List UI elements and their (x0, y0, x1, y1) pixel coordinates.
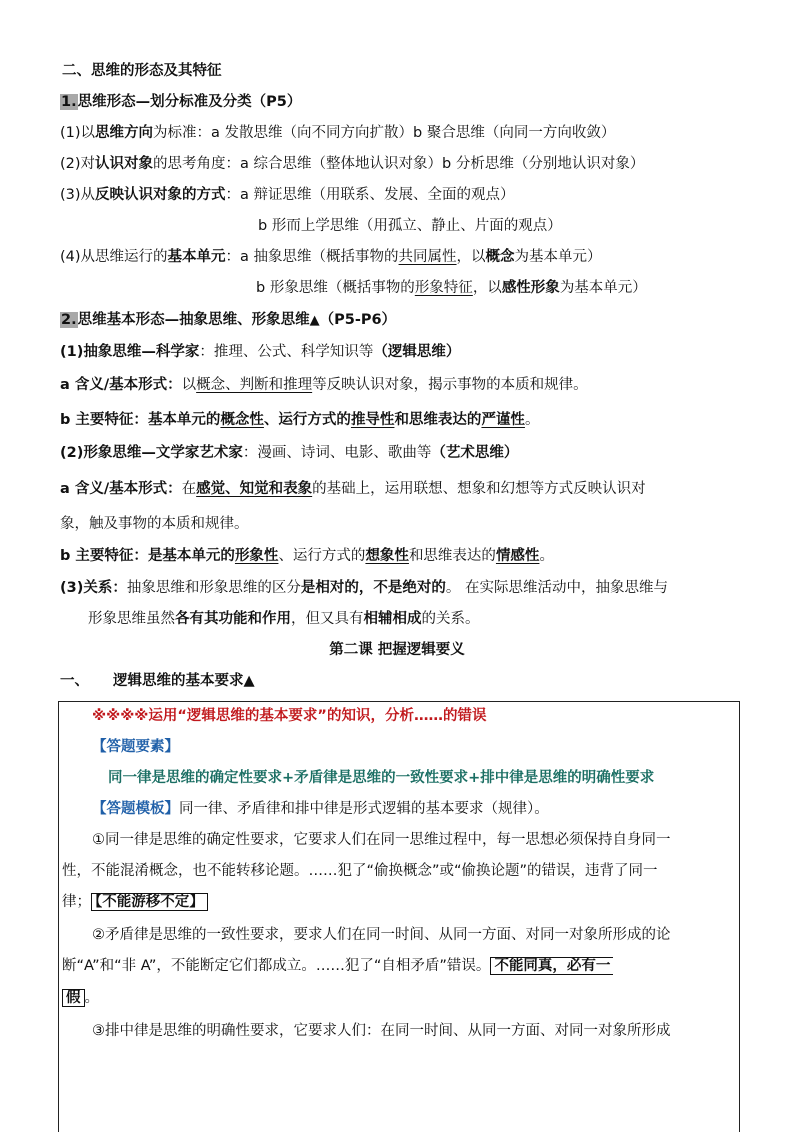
relation-bold-1: 是相对的，不是绝对的 (300, 580, 446, 596)
lesson-section-heading (60, 670, 255, 692)
law-of-contradiction-line-1: ②矛盾律是思维的一致性要求，要求人们在同一时间、从同一方面、对同一对象所形成的论 (92, 927, 671, 943)
abstract-thinking-tag: （逻辑思维） (373, 344, 461, 360)
abstract-features-text-2: 、运行方式的 (263, 412, 351, 428)
section-heading: 二、思维的形态及其特征 (62, 63, 222, 79)
image-features (60, 545, 554, 567)
law-of-contradiction-line-3 (62, 987, 99, 1009)
criterion-3 (60, 184, 515, 206)
image-features-label: b 主要特征： (60, 548, 148, 564)
abstract-definition-text: 等反映认识对象，揭示事物的本质和规律。 (312, 377, 588, 393)
criterion-1 (60, 122, 615, 144)
image-features-end: 。 (539, 548, 554, 564)
lesson-section-title: 逻辑思维的基本要求 (113, 673, 244, 689)
relation-text-5: 的关系。 (421, 611, 480, 627)
abstract-features-underline-1: 概念性 (220, 412, 264, 428)
law-of-identity-line-1: ①同一律是思维的确定性要求，它要求人们在同一思维过程中，每一思想必须保持自身同一 (92, 832, 671, 848)
abstract-thinking-label: (1)抽象思维—科学家 (60, 344, 200, 360)
law-of-contradiction-line-2 (62, 955, 613, 977)
criterion-1-key: 思维方向 (95, 125, 154, 141)
image-features-underline-1: 形象性 (234, 548, 279, 564)
image-features-text-2: 、运行方式的 (278, 548, 366, 564)
triangle-icon: ▲ (243, 673, 255, 689)
relation-line-2 (88, 608, 480, 630)
image-definition-cont: 象，触及事物的本质和规律。 (60, 516, 249, 532)
answer-template-box (58, 701, 740, 1132)
law-of-contradiction-period: 。 (84, 990, 99, 1006)
subsection-1-number: 1. (61, 94, 77, 110)
relation-label: (3)关系： (60, 580, 127, 596)
triangle-icon: ▲ (309, 313, 320, 328)
answer-template-text: 同一律、矛盾律和排中律是形式逻辑的基本要求（规律）。 (179, 801, 549, 817)
abstract-definition-underline: 概念、判断和推理 (196, 377, 313, 393)
relation-text-1: 抽象思维和形象思维的区分 (126, 580, 301, 596)
image-thinking-title (60, 442, 518, 464)
image-definition-text: 的基础上，运用联想、想象和幻想等方式反映认识对 (312, 481, 646, 497)
criterion-4-text-3: 为基本单元） (514, 249, 602, 265)
criterion-4-b-text: b 形象思维（概括事物的 (256, 280, 415, 296)
criterion-3-text: ：a 辩证思维（用联系、发展、全面的观点） (225, 187, 515, 203)
criterion-2-text: 的思考角度：a 综合思维（整体地认识对象）b 分析思维（分别地认识对象） (153, 156, 645, 172)
criterion-4-prefix: (4)从思维运行的 (60, 249, 168, 265)
abstract-definition (60, 374, 588, 396)
lesson-title: 第二课 把握逻辑要义 (329, 642, 465, 658)
abstract-features-underline-2: 推导性 (350, 412, 395, 428)
criterion-2 (60, 153, 644, 175)
image-features-text-1: 是基本单元的 (147, 548, 235, 564)
relation-bold-3: 相辅相成 (363, 611, 422, 627)
boxed-note-contradiction-end: 假 (62, 989, 85, 1007)
law-of-identity-line-3 (62, 891, 208, 913)
law-of-identity-end: 律； (62, 894, 91, 910)
criterion-3-b: b 形而上学思维（用孤立、静止、片面的观点） (258, 218, 562, 234)
abstract-definition-prefix: 以 (181, 377, 197, 393)
criterion-1-prefix: (1)以 (60, 125, 96, 141)
criterion-4-b-text-2: ，以 (472, 280, 502, 296)
subsection-2-title (60, 309, 396, 332)
criterion-2-prefix: (2)对 (60, 156, 96, 172)
relation-text-3: 形象思维虽然 (88, 611, 175, 627)
criterion-1-text: 为标准：a 发散思维（向不同方向扩散）b 聚合思维（向同一方向收敛） (153, 125, 616, 141)
lesson-section-number: 一、 (60, 673, 89, 689)
subsection-1-title (60, 91, 301, 113)
image-features-underline-2: 想象性 (365, 548, 409, 564)
relation-text-2: 。 在实际思维活动中，抽象思维与 (445, 580, 668, 596)
image-definition-underline: 感觉、知觉和表象 (196, 481, 313, 497)
criterion-4-text: ：a 抽象思维（概括事物的 (225, 249, 399, 265)
subsection-2-text: 思维基本形态—抽象思维、形象思维 (77, 312, 310, 328)
law-of-excluded-middle-line-1: ③排中律是思维的明确性要求，它要求人们：在同一时间、从同一方面、对同一对象所形成 (92, 1023, 671, 1039)
abstract-features-text-3: 和思维表达的 (394, 412, 482, 428)
image-thinking-examples: ：漫画、诗词、电影、歌曲等 (242, 445, 432, 461)
criterion-4-b-underline: 形象特征 (414, 280, 473, 296)
image-definition-prefix: 在 (181, 481, 197, 497)
criterion-4-key-2: 概念 (485, 249, 515, 265)
image-thinking-tag: （艺术思维） (431, 445, 519, 461)
abstract-thinking-title (60, 341, 460, 363)
abstract-features-end: 。 (524, 412, 540, 428)
criterion-4-b-text-3: 为基本单元） (559, 280, 647, 296)
criterion-4-underline: 共同属性 (398, 249, 457, 265)
criterion-4-text-2: ，以 (456, 249, 486, 265)
subsection-2-pages: （P5-P6） (319, 312, 397, 328)
relation-line-1 (60, 577, 668, 599)
image-features-text-3: 和思维表达的 (408, 548, 496, 564)
criterion-4-key: 基本单元 (167, 249, 226, 265)
abstract-thinking-examples: ：推理、公式、科学知识等 (199, 344, 374, 360)
criterion-3-key: 反映认识对象的方式 (95, 187, 226, 203)
answer-key-points: 同一律是思维的确定性要求+矛盾律是思维的一致性要求+排中律是思维的明确性要求 (108, 770, 655, 786)
image-definition-label: a 含义/基本形式： (60, 481, 182, 497)
criterion-4 (60, 246, 602, 268)
answer-template-label: 【答题模板】 (92, 801, 179, 817)
question-type-line: ※※※※运用“逻辑思维的基本要求”的知识，分析……的错误 (92, 708, 487, 724)
relation-bold-2: 各有其功能和作用 (175, 611, 291, 627)
image-features-underline-3: 情感性 (495, 548, 540, 564)
subsection-1-text: 思维形态—划分标准及分类（P5） (77, 94, 302, 110)
answer-template-line (92, 798, 549, 820)
abstract-features (60, 409, 539, 431)
law-of-contradiction-text: 断“A”和“非 A”，不能断定它们都成立。……犯了“自相矛盾”错误。 (62, 958, 491, 974)
law-of-identity-line-2: 性，不能混淆概念，也不能转移论题。……犯了“偷换概念”或“偷换论题”的错误，违背了同一 (62, 863, 658, 879)
abstract-definition-label: a 含义/基本形式： (60, 377, 182, 393)
answer-key-label: 【答题要素】 (92, 739, 179, 755)
relation-text-4: ，但又具有 (291, 611, 364, 627)
abstract-features-text-1: 基本单元的 (147, 412, 221, 428)
boxed-note-contradiction: 不能同真，必有一 (490, 957, 613, 975)
subsection-2-number: 2. (61, 312, 77, 328)
criterion-4-b-key: 感性形象 (501, 280, 560, 296)
criterion-4-b (256, 277, 647, 299)
abstract-features-underline-3: 严谨性 (481, 412, 525, 428)
image-definition (60, 478, 646, 500)
criterion-2-key: 认识对象 (95, 156, 154, 172)
criterion-3-prefix: (3)从 (60, 187, 96, 203)
boxed-note-identity: 【不能游移不定】 (91, 893, 208, 911)
image-thinking-label: (2)形象思维—文学家艺术家 (60, 445, 243, 461)
abstract-features-label: b 主要特征： (60, 412, 148, 428)
